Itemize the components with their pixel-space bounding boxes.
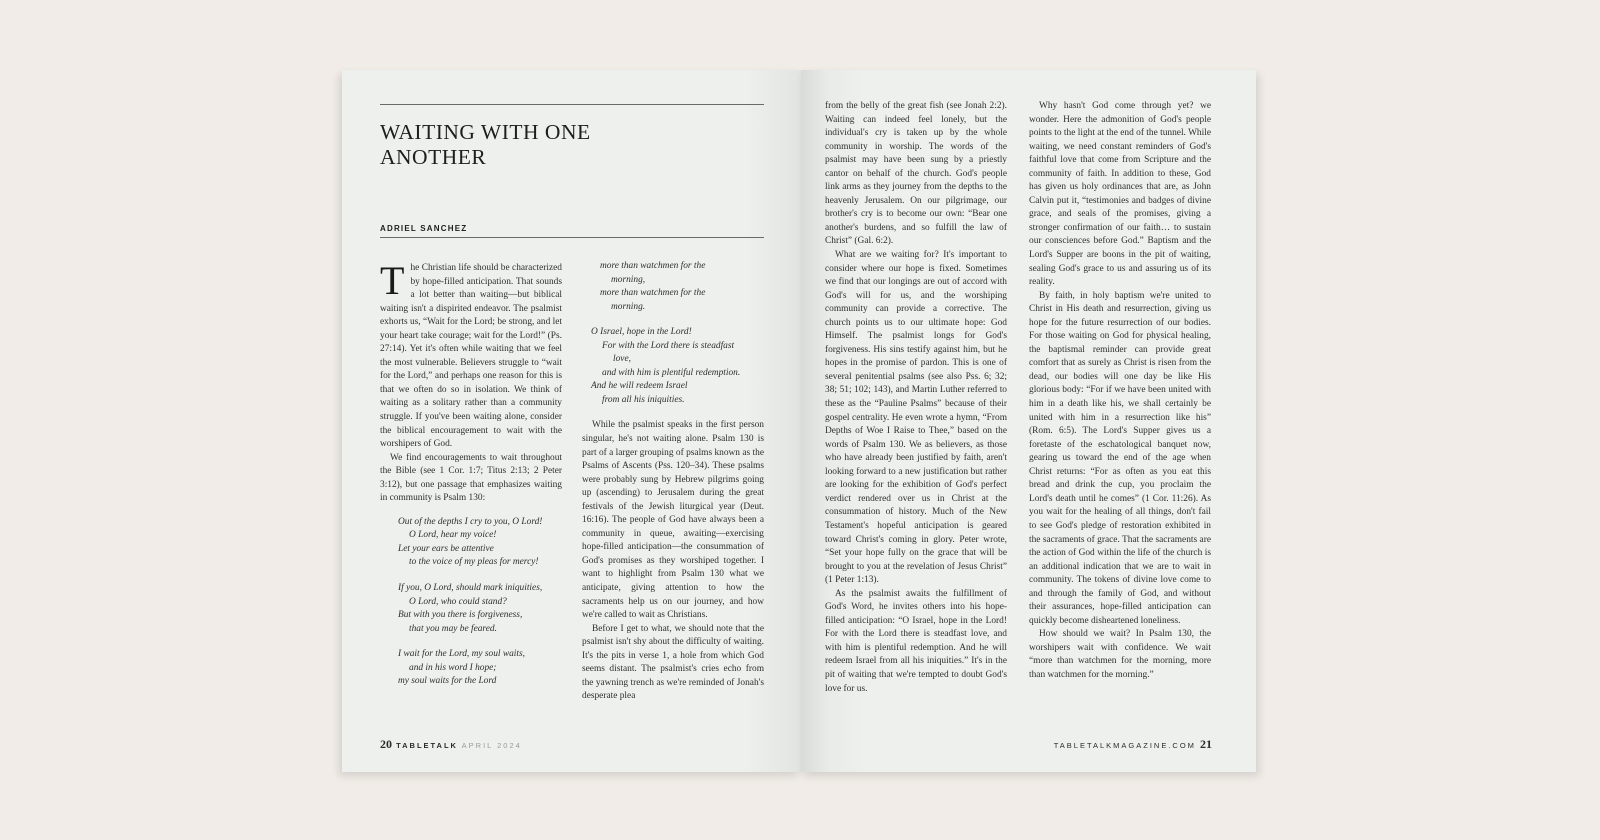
poem-stanza: I wait for the Lord, my soul waits, and in his word I hope; my soul waits for the Lord <box>398 649 526 687</box>
right-column-1 <box>825 100 1007 696</box>
issue-date: APRIL 2024 <box>461 741 522 750</box>
body-paragraph: While the psalmist speaks in the first person singular, he's not waiting alone. Psalm 130 is part of a larger grouping of psalms known as the Psalms of Ascents (Pss. 120–34). These psalms were probably sung by Hebrew pilgrims going up (ascending) to Jerusalem during the great festivals of the Jewish liturgical year (Deut. 16:16). The people of God have always been a community in queue, awaiting—exercising hope-filled anticipation—the consummation of God's promises as they worshiped together. I want to highlight from Psalm 130 what we anticipate, giving attention to how the sacraments help us on our journey, and how we're called to wait as Christians. <box>582 420 764 621</box>
right-folio <box>1054 737 1212 752</box>
byline-rule <box>380 237 764 238</box>
body-paragraph: What are we waiting for? It's important to consider where our hope is fixed. Sometimes we find that our longings are out of accord with God's will for us, and the worshiping community can provide a corrective. The church points us to our ultimate hope: God Himself. The psalmist longs for God's forgiveness. His sins testify against him, but he hopes in the promise of pardon. This is one of several penitential psalms (see also Pss. 6; 32; 38; 51; 102; 143), and Martin Luther referred to these as the “Pauline Psalms” because of their gospel centrality. He even wrote a hymn, “From Depths of Woe I Raise to Thee,” based on the words of Psalm 130. We as believers, as those who have already been justified by faith, aren't looking forward to a new justification but rather are looking for the exhibition of God's perfect verdict rendered over us in Christ at the consummation of history. Much of the New Testament's hopeful anticipation is geared toward Christ's coming in glory. Peter wrote, “Set your hope fully on the grace that will be brought to you at the revelation of Jesus Christ” (1 Peter 1:13). <box>825 250 1007 586</box>
poem-stanza: more than watchmen for the morning, more than watchmen for the morning. <box>600 261 706 312</box>
body-paragraph: Before I get to what, we should note that the psalmist isn't shy about the difficulty of waiting. It's the pits in verse 1, a hole from which God seems distant. The psalmist's cries echo from the yawning trench as we're reminded of Jonah's desperate plea <box>582 623 764 702</box>
left-column-1 <box>380 258 562 701</box>
left-folio <box>380 737 522 752</box>
website-url: TABLETALKMAGAZINE.COM <box>1053 741 1196 750</box>
page-number: 20 <box>380 737 392 751</box>
poem-stanza: O Israel, hope in the Lord! For with the Lord there is steadfast love, and with him is plentiful redemption. And he will redeem Israel from all his iniquities. <box>591 327 741 405</box>
right-page <box>801 70 1256 772</box>
psalm-quote <box>398 516 562 689</box>
body-paragraph: from the belly of the great fish (see Jonah 2:2). Waiting can indeed feel lonely, but the individual's cry is taken up by the whole community in worship. The words of the psalmist may have been sung by a priestly cantor on behalf of the church. God's people link arms as they journey from the depths to the heavenly Jerusalem. On our pilgrimage, our brother's cry is to become our own: “Bear one another's burdens, and so fulfill the law of Christ” (Gal. 6:2). <box>825 101 1007 247</box>
left-column-2 <box>582 260 764 704</box>
poem-stanza: Out of the depths I cry to you, O Lord! O Lord, hear my voice! Let your ears be attentive to the voice of my pleas for mercy! <box>398 516 543 568</box>
title-top-rule <box>380 104 764 105</box>
magazine-spread <box>342 70 1256 772</box>
magazine-name: TABLETALK <box>396 741 458 750</box>
body-paragraph: As the psalmist awaits the fulfillment of God's Word, he invites others into his hope-filled anticipation: “O Israel, hope in the Lord! For with the Lord there is steadfast love, and with him is plentiful redemption. And he will redeem Israel from all his iniquities.” It's in the pit of waiting that we're tempted to doubt God's love for us. <box>825 588 1007 694</box>
page-number: 21 <box>1200 737 1212 751</box>
poem-stanza: If you, O Lord, should mark iniquities, O Lord, who could stand? But with you there is forgiveness, that you may be feared. <box>398 583 543 634</box>
body-paragraph: By faith, in holy baptism we're united to Christ in His death and resurrection, giving us hope for the future resurrection of our bodies. For those waiting on God for physical healing, the baptismal reminder can provide great comfort that as surely as Christ is risen from the dead, our bodies will one day be like His glorious body: “For if we have been united with him in a death like his, we shall certainly be united with him in a resurrection like his” (Rom. 6:5). The Lord's Supper gives us a foretaste of the eschatological banquet now, gearing us toward the end of the age when Christ returns: “For as often as you eat this bread and drink the cup, you proclaim the Lord's death until he comes” (1 Cor. 11:26). As you wait for the healing of all things, don't fail to see God's pledge of restoration exhibited in the sacraments of grace. That the sacraments are the action of God within the life of the church is an additional indication that we are to wait in community. The tokens of divine love come to and through the family of God, and without their assurances, hope-filled anticipation can quickly become disheartened loneliness. <box>1029 290 1211 626</box>
article-title: WAITING WITH ONE ANOTHER <box>380 120 591 169</box>
body-paragraph: How should we wait? In Psalm 130, the worshipers wait with confidence. We wait “more than watchmen for the morning, more than watchmen for the morning.” <box>1029 629 1211 680</box>
body-paragraph: We find encouragements to wait throughout the Bible (see 1 Cor. 1:7; Titus 2:13; 2 Peter 3:12), but one passage that emphasizes waiting in community is Psalm 130: <box>380 452 562 504</box>
left-page <box>342 70 801 772</box>
body-paragraph: The Christian life should be characterized by hope-filled anticipation. That sounds a lot better than waiting—but biblical waiting isn't a dispirited endeavor. The psalmist exhorts us, “Wait for the Lord; be strong, and let your heart take courage; wait for the Lord!” (Ps. 27:14). Yet it's often while waiting that we feel the most vulnerable. Believers struggle to “wait for the Lord,” and perhaps one reason for this is that we often do so in isolation. We think of waiting as a solitary rather than a community struggle. If you've been waiting alone, consider the biblical encouragement to wait with the worshipers of God. <box>380 258 562 450</box>
author-byline: ADRIEL SANCHEZ <box>380 224 468 233</box>
body-paragraph: Why hasn't God come through yet? we wonder. Here the admonition of God's people points to the light at the end of the tunnel. While waiting, we need constant reminders of God's faithful love that come from Scripture and the community of faith. In addition to these, God has given us holy ordinances that are, as John Calvin put it, “testimonies and badges of divine grace, and seals of the promises, giving a stronger confirmation of our faith… to sustain our consciences before God.” Baptism and the Lord's Supper are boons in the pit of waiting, sealing God's grace to us and assuring us of its reality. <box>1029 101 1211 288</box>
psalm-quote-continued <box>591 260 764 407</box>
drop-cap: T <box>380 258 405 303</box>
right-column-2 <box>1029 100 1211 683</box>
